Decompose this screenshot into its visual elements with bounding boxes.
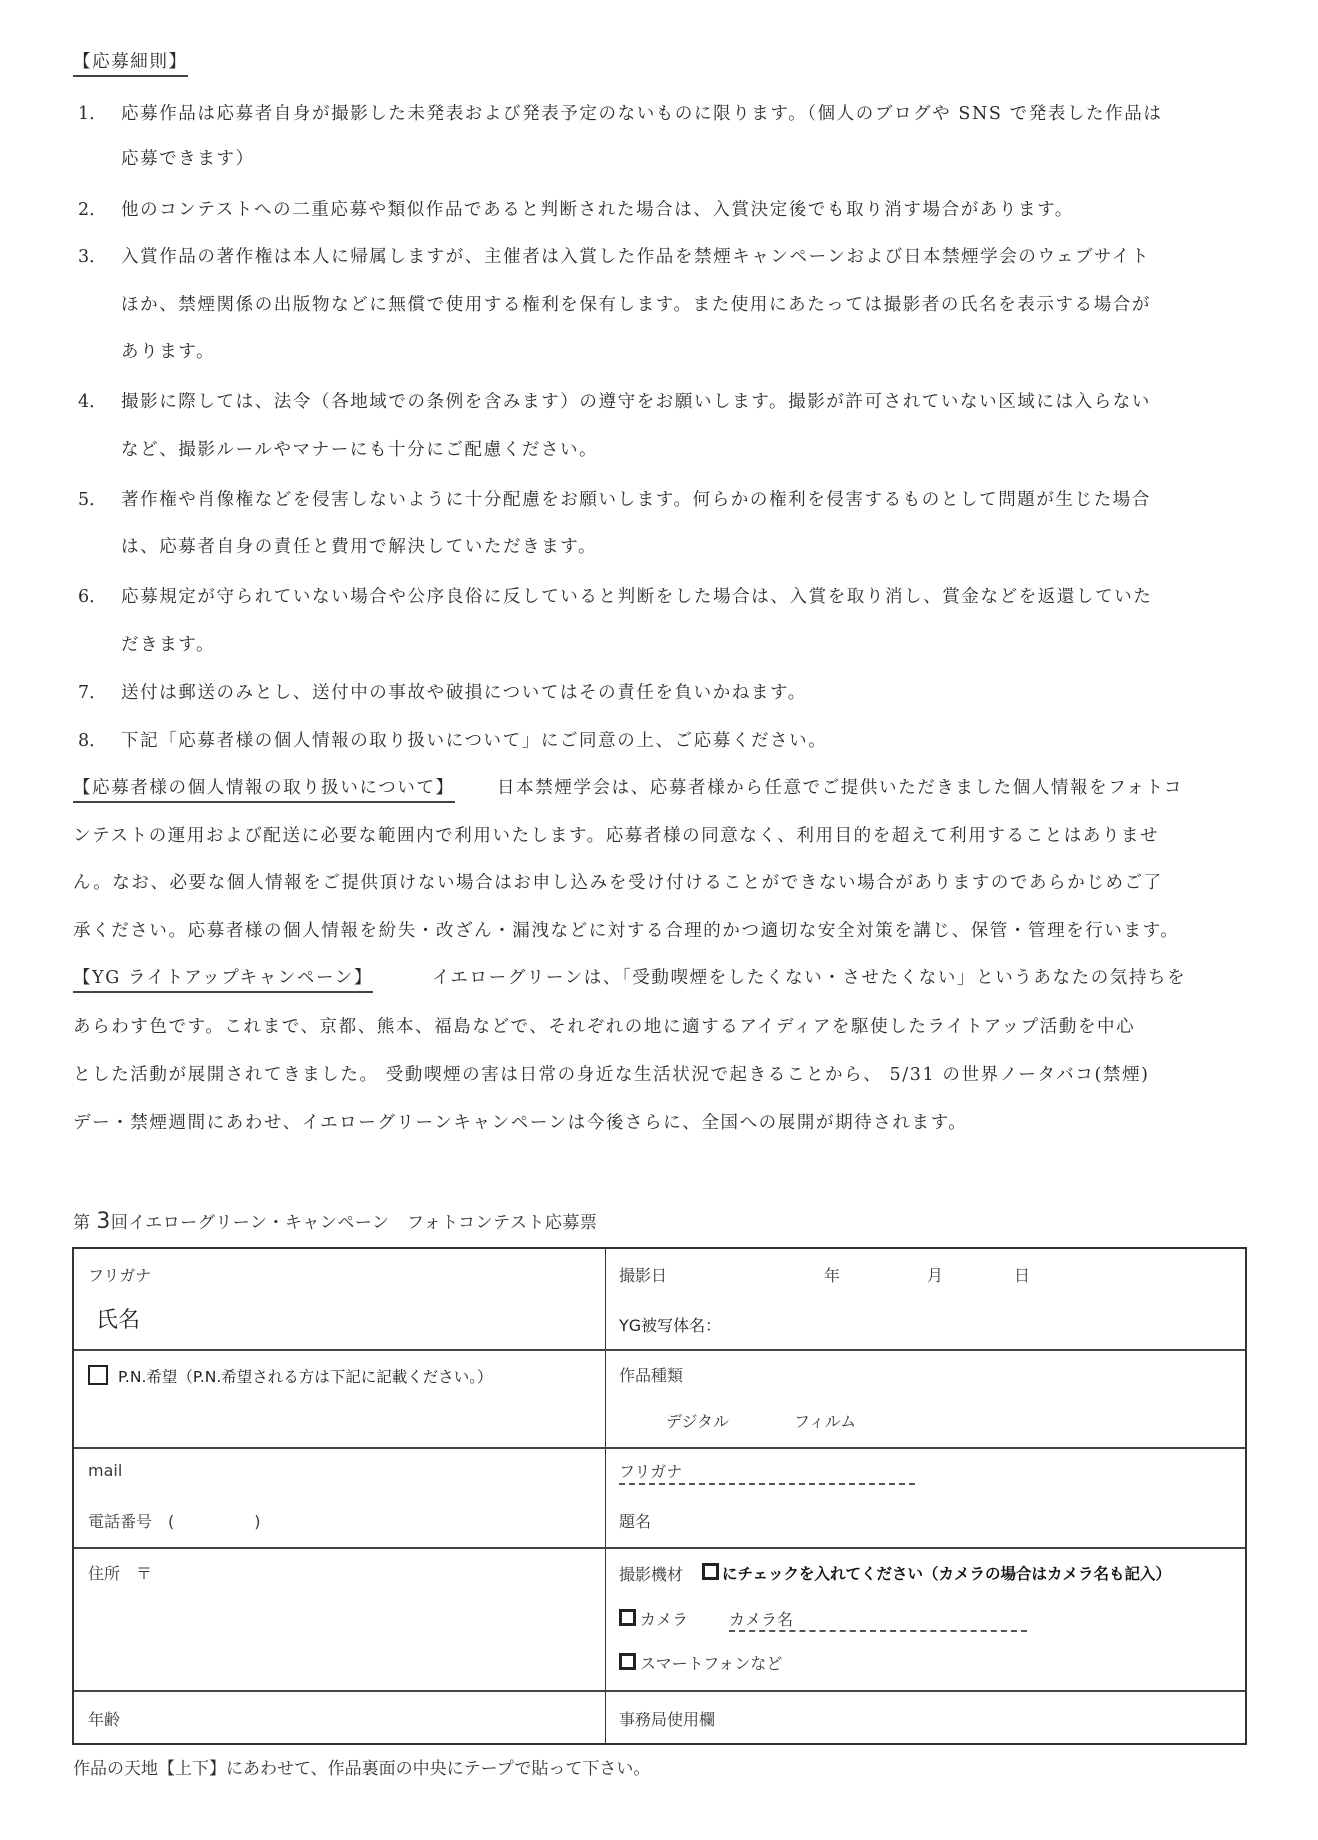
equipment-label: 撮影機材 bbox=[619, 1565, 684, 1584]
camera-checkbox[interactable] bbox=[619, 1609, 636, 1626]
column-divider bbox=[605, 1249, 606, 1743]
camera-name-underline bbox=[729, 1630, 1027, 1632]
rule-text: など、撮影ルールやマナーにも十分にご配慮ください。 bbox=[121, 440, 599, 460]
name-label: 氏名 bbox=[96, 1308, 141, 1333]
form-title bbox=[73, 1208, 597, 1234]
rule-text: 応募できます） bbox=[121, 149, 255, 169]
rule-text: 送付は郵送のみとし、送付中の事故や破損についてはその責任を負いかねます。 bbox=[121, 683, 807, 703]
rule-number: 2． bbox=[78, 200, 107, 220]
privacy-text: ンテストの運用および配送に必要な範囲内で利用いたします。応募者様の同意なく、利用目的を超えて利用することはありませ bbox=[73, 826, 1160, 846]
day-label: 日 bbox=[1014, 1266, 1031, 1285]
campaign-text: あらわす色です。これまで、京都、熊本、福島などで、それぞれの地に適するアイディアを駆使したライトアップ活動を中心 bbox=[73, 1017, 1136, 1037]
rule-text: だきます。 bbox=[121, 635, 216, 655]
age-field[interactable]: 年齢 bbox=[88, 1710, 121, 1729]
rule-text: ほか、禁煙関係の出版物などに無償で使用する権利を保有します。また使用にあたっては撮影者の氏名を表示する場合が bbox=[121, 295, 1151, 315]
row-divider bbox=[74, 1690, 1245, 1692]
rule-text: 撮影に際しては、法令（各地域での条例を含みます）の遵守をお願いします。撮影が許可されていない区域には入らない bbox=[121, 392, 1151, 412]
rule-number: 6． bbox=[78, 587, 107, 607]
privacy-text: ん。なお、必要な個人情報をご提供頂けない場合はお申し込みを受け付けることができない場合がありますのであらかじめご了 bbox=[73, 873, 1163, 893]
rule-number: 3． bbox=[78, 247, 107, 267]
privacy-text: 承ください。応募者様の個人情報を紛失・改ざん・漏洩などに対する合理的かつ適切な安全対策を講じ、保管・管理を行います。 bbox=[73, 921, 1180, 941]
rule-text: 応募規定が守られていない場合や公序良俗に反していると判断をした場合は、入賞を取り消し、賞金などを返還していた bbox=[121, 587, 1153, 607]
footer-note: 作品の天地【上下】にあわせて、作品裏面の中央にテープで貼って下さい。 bbox=[73, 1759, 651, 1779]
subject-name-field[interactable]: YG被写体名： bbox=[619, 1316, 722, 1335]
privacy-heading: 【応募者様の個人情報の取り扱いについて】 bbox=[73, 774, 455, 803]
row-divider bbox=[74, 1349, 1245, 1351]
shooting-date-label: 撮影日 bbox=[619, 1266, 668, 1285]
rule-number: 7． bbox=[78, 683, 107, 703]
row-divider bbox=[74, 1547, 1245, 1549]
form-title-prefix: 第 bbox=[73, 1213, 97, 1233]
rule-text: 下記「応募者様の個人情報の取り扱いについて」にご同意の上、ご応募ください。 bbox=[121, 731, 828, 751]
work-type-option-film[interactable]: フィルム bbox=[794, 1412, 857, 1431]
privacy-text: 日本禁煙学会は、応募者様から任意でご提供いただきました個人情報をフォトコ bbox=[497, 778, 1184, 798]
title-furigana-underline bbox=[619, 1483, 915, 1485]
camera-name-label: カメラ名 bbox=[729, 1610, 794, 1629]
rule-number: 5． bbox=[78, 490, 107, 510]
entry-form-table bbox=[72, 1247, 1247, 1745]
mail-field[interactable]: mail bbox=[88, 1461, 123, 1480]
row-divider bbox=[74, 1447, 1245, 1449]
address-field[interactable]: 住所 〒 bbox=[88, 1564, 153, 1583]
rules-heading: 【応募細則】 bbox=[73, 48, 188, 77]
campaign-heading: 【YG ライトアップキャンペーン】 bbox=[73, 964, 373, 993]
campaign-text: とした活動が展開されてきました。 受動喫煙の害は日常の身近な生活状況で起きることから、 5/31 の世界ノータバコ(禁煙) bbox=[73, 1065, 1150, 1085]
pen-name-checkbox[interactable] bbox=[88, 1365, 108, 1385]
rule-text: 応募作品は応募者自身が撮影した未発表および発表予定のないものに限ります。（個人のブログや SNS で発表した作品は bbox=[121, 104, 1163, 124]
title-furigana-label: フリガナ bbox=[619, 1462, 683, 1481]
form-title-number: 3 bbox=[96, 1209, 111, 1234]
month-label: 月 bbox=[927, 1266, 944, 1285]
campaign-text: デー・禁煙週間にあわせ、イエローグリーンキャンペーンは今後さらに、全国への展開が期待されます。 bbox=[73, 1113, 968, 1133]
rule-text: 入賞作品の著作権は本人に帰属しますが、主催者は入賞した作品を禁煙キャンペーンおよび日本禁煙学会のウェブサイト bbox=[121, 247, 1151, 267]
rule-text: あります。 bbox=[121, 342, 216, 362]
smartphone-label: スマートフォンなど bbox=[640, 1654, 783, 1673]
office-use-label: 事務局使用欄 bbox=[619, 1710, 716, 1729]
work-type-option-digital[interactable]: デジタル bbox=[666, 1412, 730, 1431]
rule-number: 8． bbox=[78, 731, 107, 751]
work-title-field[interactable]: 題名 bbox=[619, 1512, 652, 1531]
checkbox-example-icon bbox=[702, 1563, 719, 1580]
equipment-instruction: にチェックを入れてください（カメラの場合はカメラ名も記入） bbox=[722, 1565, 1172, 1583]
furigana-label: フリガナ bbox=[88, 1266, 152, 1285]
rule-number: 4． bbox=[78, 392, 107, 412]
rule-text: 他のコンテストへの二重応募や類似作品であると判断された場合は、入賞決定後でも取り消す場合があります。 bbox=[121, 200, 1074, 220]
work-type-label: 作品種類 bbox=[619, 1366, 684, 1385]
rule-text: 著作権や肖像権などを侵害しないように十分配慮をお願いします。何らかの権利を侵害するものとして問題が生じた場合 bbox=[121, 490, 1151, 510]
rule-text: は、応募者自身の責任と費用で解決していただきます。 bbox=[121, 537, 598, 557]
pen-name-label: P.N.希望（P.N.希望される方は下記に記載ください。） bbox=[118, 1368, 493, 1386]
campaign-text: イエローグリーンは、「受動喫煙をしたくない・させたくない」というあなたの気持ちを bbox=[432, 968, 1187, 988]
rule-number: 1． bbox=[78, 104, 107, 124]
year-label: 年 bbox=[824, 1266, 841, 1285]
camera-label: カメラ bbox=[640, 1610, 689, 1629]
form-title-text: 回イエローグリーン・キャンペーン フォトコンテスト応募票 bbox=[110, 1213, 598, 1233]
phone-field[interactable]: 電話番号 ( ) bbox=[88, 1512, 261, 1531]
smartphone-checkbox[interactable] bbox=[619, 1653, 636, 1670]
